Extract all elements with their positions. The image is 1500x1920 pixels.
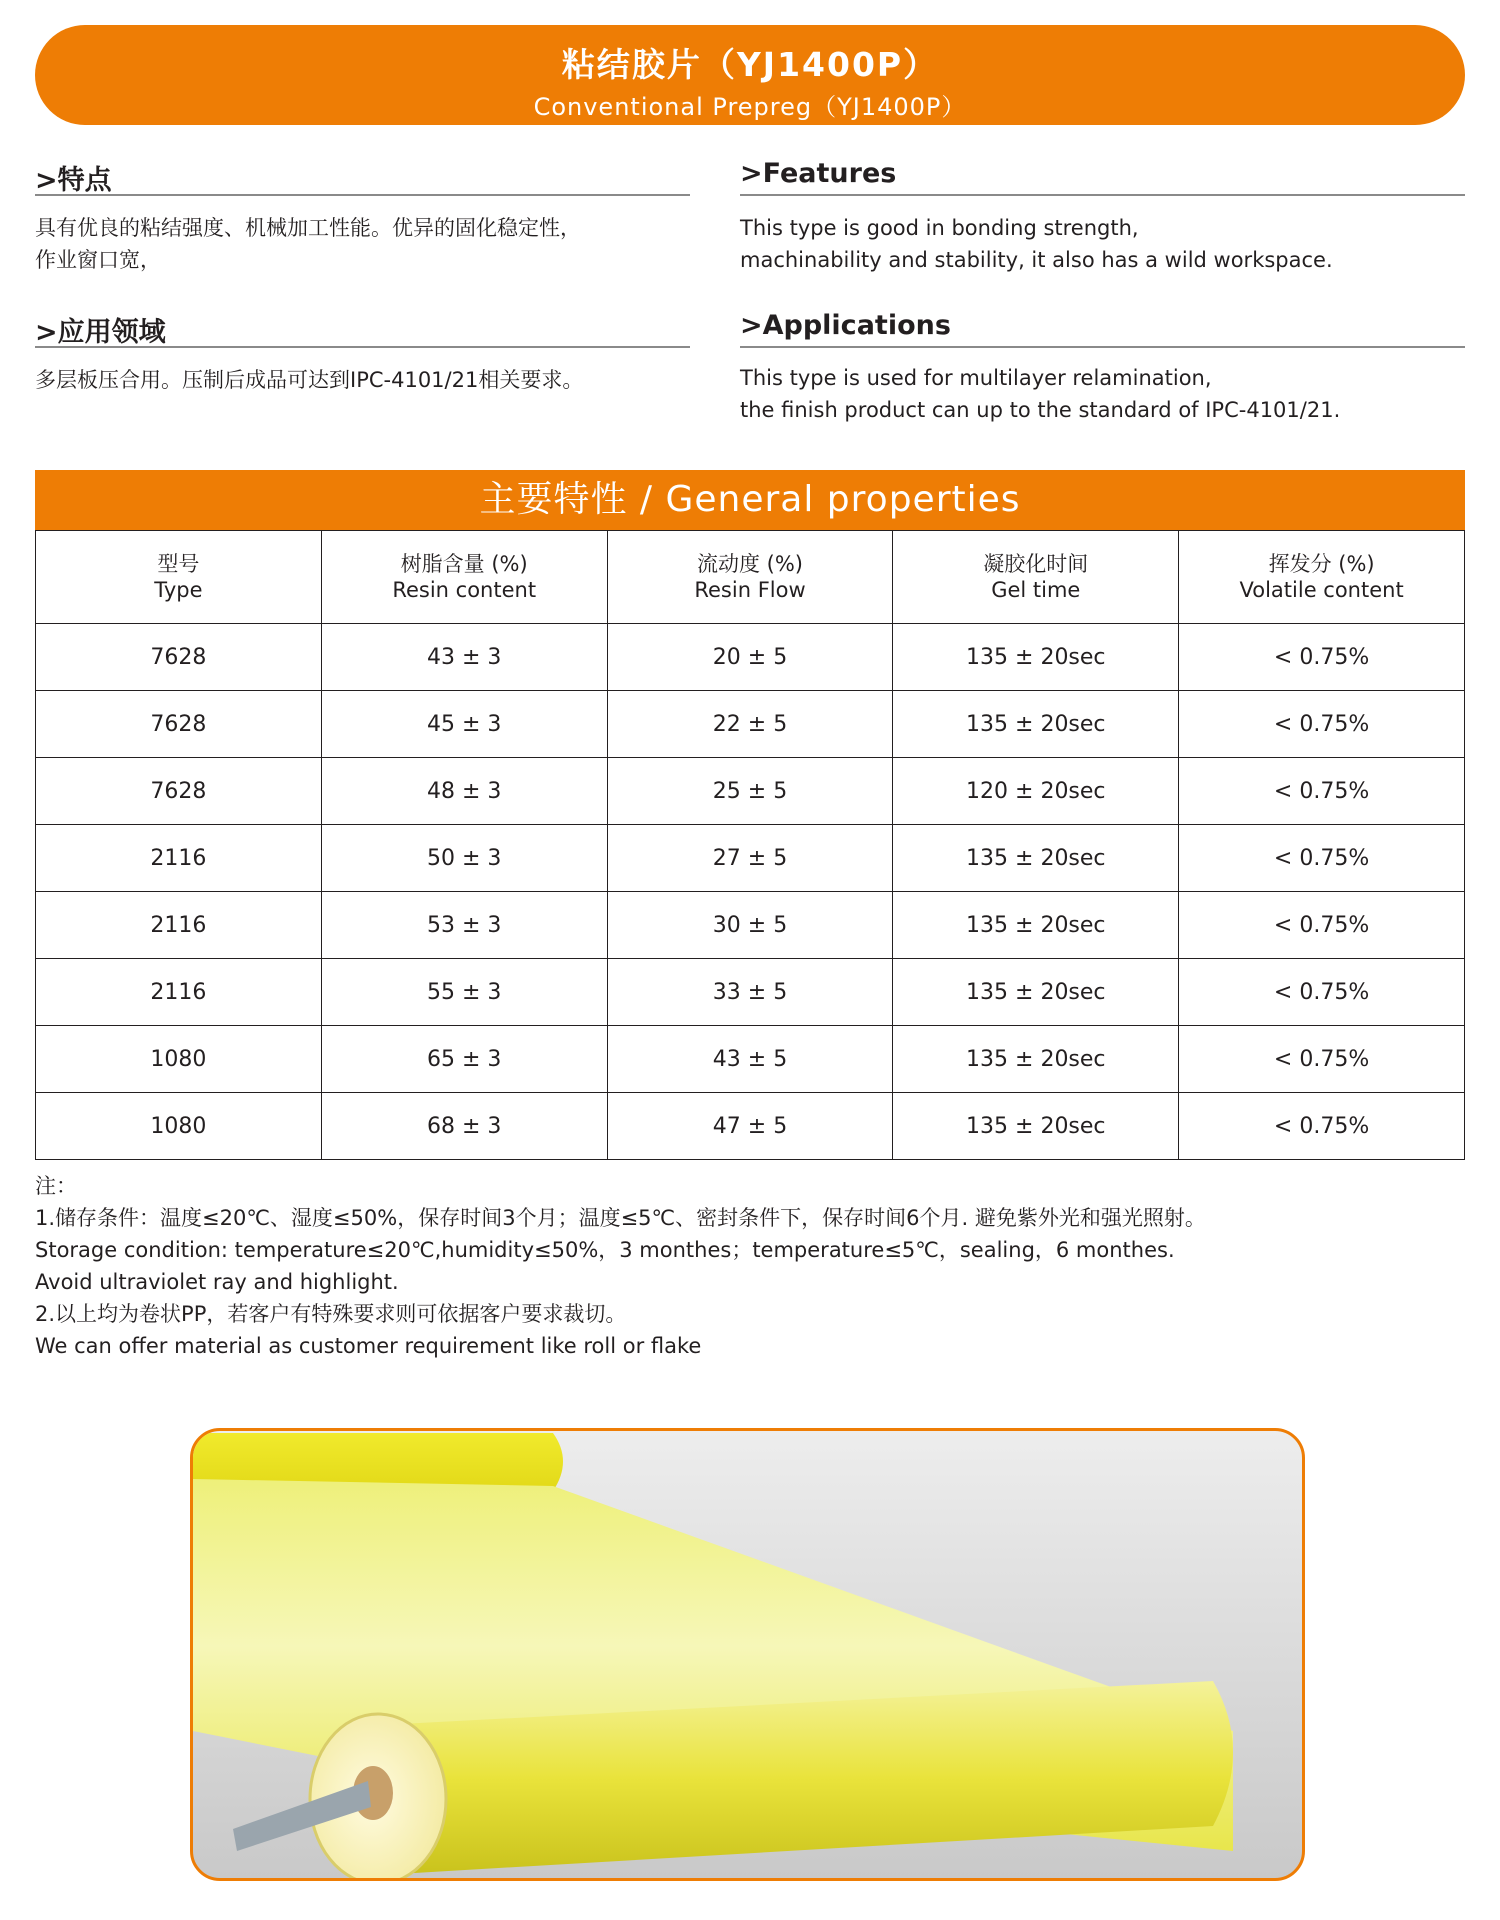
- column-header-en: Type: [154, 578, 203, 602]
- table-cell: 7628: [36, 758, 322, 825]
- applications-text-en-line: This type is used for multilayer relamination,: [740, 366, 1212, 390]
- table-cell: 120 ± 20sec: [893, 758, 1179, 825]
- table-cell: 20 ± 5: [607, 624, 893, 691]
- table-cell: < 0.75%: [1179, 1026, 1465, 1093]
- table-cell: 25 ± 5: [607, 758, 893, 825]
- properties-table: [35, 530, 1465, 1160]
- table-cell: 65 ± 3: [321, 1026, 607, 1093]
- table-row: [36, 758, 1465, 825]
- table-cell: 55 ± 3: [321, 959, 607, 1026]
- table-cell: 1080: [36, 1093, 322, 1160]
- column-header-cn: 树脂含量 (%): [400, 552, 528, 576]
- table-row: [36, 959, 1465, 1026]
- table-cell: 135 ± 20sec: [893, 959, 1179, 1026]
- table-cell: 135 ± 20sec: [893, 624, 1179, 691]
- table-cell: 47 ± 5: [607, 1093, 893, 1160]
- note-line: 2.以上均为卷状PP，若客户有特殊要求则可依据客户要求裁切。: [35, 1302, 627, 1326]
- table-row: [36, 1026, 1465, 1093]
- table-cell: 7628: [36, 691, 322, 758]
- table-cell: 45 ± 3: [321, 691, 607, 758]
- column-header-type: [36, 531, 322, 624]
- table-cell: 50 ± 3: [321, 825, 607, 892]
- table-cell: 43 ± 3: [321, 624, 607, 691]
- table-cell: < 0.75%: [1179, 959, 1465, 1026]
- table-cell: 1080: [36, 1026, 322, 1093]
- table-cell: 48 ± 3: [321, 758, 607, 825]
- column-header-cn: 凝胶化时间: [983, 552, 1089, 576]
- column-header-gel-time: [893, 531, 1179, 624]
- column-header-en: Resin content: [392, 578, 537, 602]
- table-cell: < 0.75%: [1179, 624, 1465, 691]
- note-line: Storage condition: temperature≤20℃,humidity≤50%，3 monthes；temperature≤5℃，sealing，6 monthes.: [35, 1238, 1175, 1262]
- table-cell: 68 ± 3: [321, 1093, 607, 1160]
- table-cell: 53 ± 3: [321, 892, 607, 959]
- table-cell: 135 ± 20sec: [893, 825, 1179, 892]
- table-cell: 27 ± 5: [607, 825, 893, 892]
- features-heading-en: >Features: [740, 158, 1465, 196]
- column-header-en: Volatile content: [1239, 578, 1404, 602]
- table-cell: < 0.75%: [1179, 892, 1465, 959]
- title-cn: 粘结胶片（YJ1400P）: [561, 45, 939, 84]
- column-header-en: Gel time: [991, 578, 1081, 602]
- column-header-resin-flow: [607, 531, 893, 624]
- applications-text-en-line: the finish product can up to the standard of IPC-4101/21.: [740, 398, 1341, 422]
- applications-heading-en: >Applications: [740, 310, 1465, 348]
- table-cell: 135 ± 20sec: [893, 892, 1179, 959]
- applications-text-cn-line: 多层板压合用。压制后成品可达到IPC-4101/21相关要求。: [35, 368, 584, 392]
- table-cell: 2116: [36, 959, 322, 1026]
- table-cell: < 0.75%: [1179, 758, 1465, 825]
- table-cell: 135 ± 20sec: [893, 1026, 1179, 1093]
- features-text-cn: [35, 212, 581, 276]
- properties-title: 主要特性 / General properties: [35, 470, 1465, 530]
- table-cell: 135 ± 20sec: [893, 1093, 1179, 1160]
- table-header-row: [36, 531, 1465, 624]
- features-text-en: [740, 212, 1333, 276]
- table-cell: 135 ± 20sec: [893, 691, 1179, 758]
- features-text-cn-line: 具有优良的粘结强度、机械加工性能。优异的固化稳定性，: [35, 216, 581, 240]
- features-heading-cn: >特点: [35, 158, 690, 196]
- table-cell: 2116: [36, 892, 322, 959]
- column-header-resin-content: [321, 531, 607, 624]
- features-text-en-line: This type is good in bonding strength,: [740, 216, 1139, 240]
- title-banner: [35, 25, 1465, 125]
- table-row: [36, 892, 1465, 959]
- table-row: [36, 825, 1465, 892]
- column-header-volatile-content: [1179, 531, 1465, 624]
- note-line: Avoid ultraviolet ray and highlight.: [35, 1270, 399, 1294]
- note-line: 1.储存条件：温度≤20℃、湿度≤50%，保存时间3个月；温度≤5℃、密封条件下，保存时间6个月. 避免紫外光和强光照射。: [35, 1206, 1206, 1230]
- table-cell: < 0.75%: [1179, 691, 1465, 758]
- table-cell: 2116: [36, 825, 322, 892]
- applications-text-en: [740, 362, 1340, 426]
- prepreg-roll-photo: [190, 1428, 1305, 1881]
- table-cell: < 0.75%: [1179, 825, 1465, 892]
- column-header-cn: 流动度 (%): [696, 552, 803, 576]
- note-line: We can offer material as customer requirement like roll or flake: [35, 1334, 702, 1358]
- applications-heading-cn: >应用领域: [35, 310, 690, 348]
- notes: [35, 1170, 1206, 1362]
- table-row: [36, 624, 1465, 691]
- table-cell: 43 ± 5: [607, 1026, 893, 1093]
- table-row: [36, 1093, 1465, 1160]
- table-row: [36, 691, 1465, 758]
- features-text-en-line: machinability and stability, it also has a wild workspace.: [740, 248, 1333, 272]
- column-header-cn: 型号: [157, 552, 200, 576]
- applications-text-cn: [35, 364, 583, 396]
- column-header-en: Resin Flow: [694, 578, 806, 602]
- table-cell: 7628: [36, 624, 322, 691]
- prepreg-roll-illustration: [193, 1431, 1305, 1881]
- table-cell: 22 ± 5: [607, 691, 893, 758]
- column-header-cn: 挥发分 (%): [1268, 552, 1375, 576]
- features-text-cn-line: 作业窗口宽，: [35, 248, 161, 272]
- notes-label: 注：: [35, 1174, 77, 1198]
- table-cell: < 0.75%: [1179, 1093, 1465, 1160]
- table-cell: 30 ± 5: [607, 892, 893, 959]
- title-en: Conventional Prepreg（YJ1400P）: [533, 93, 967, 121]
- table-cell: 33 ± 5: [607, 959, 893, 1026]
